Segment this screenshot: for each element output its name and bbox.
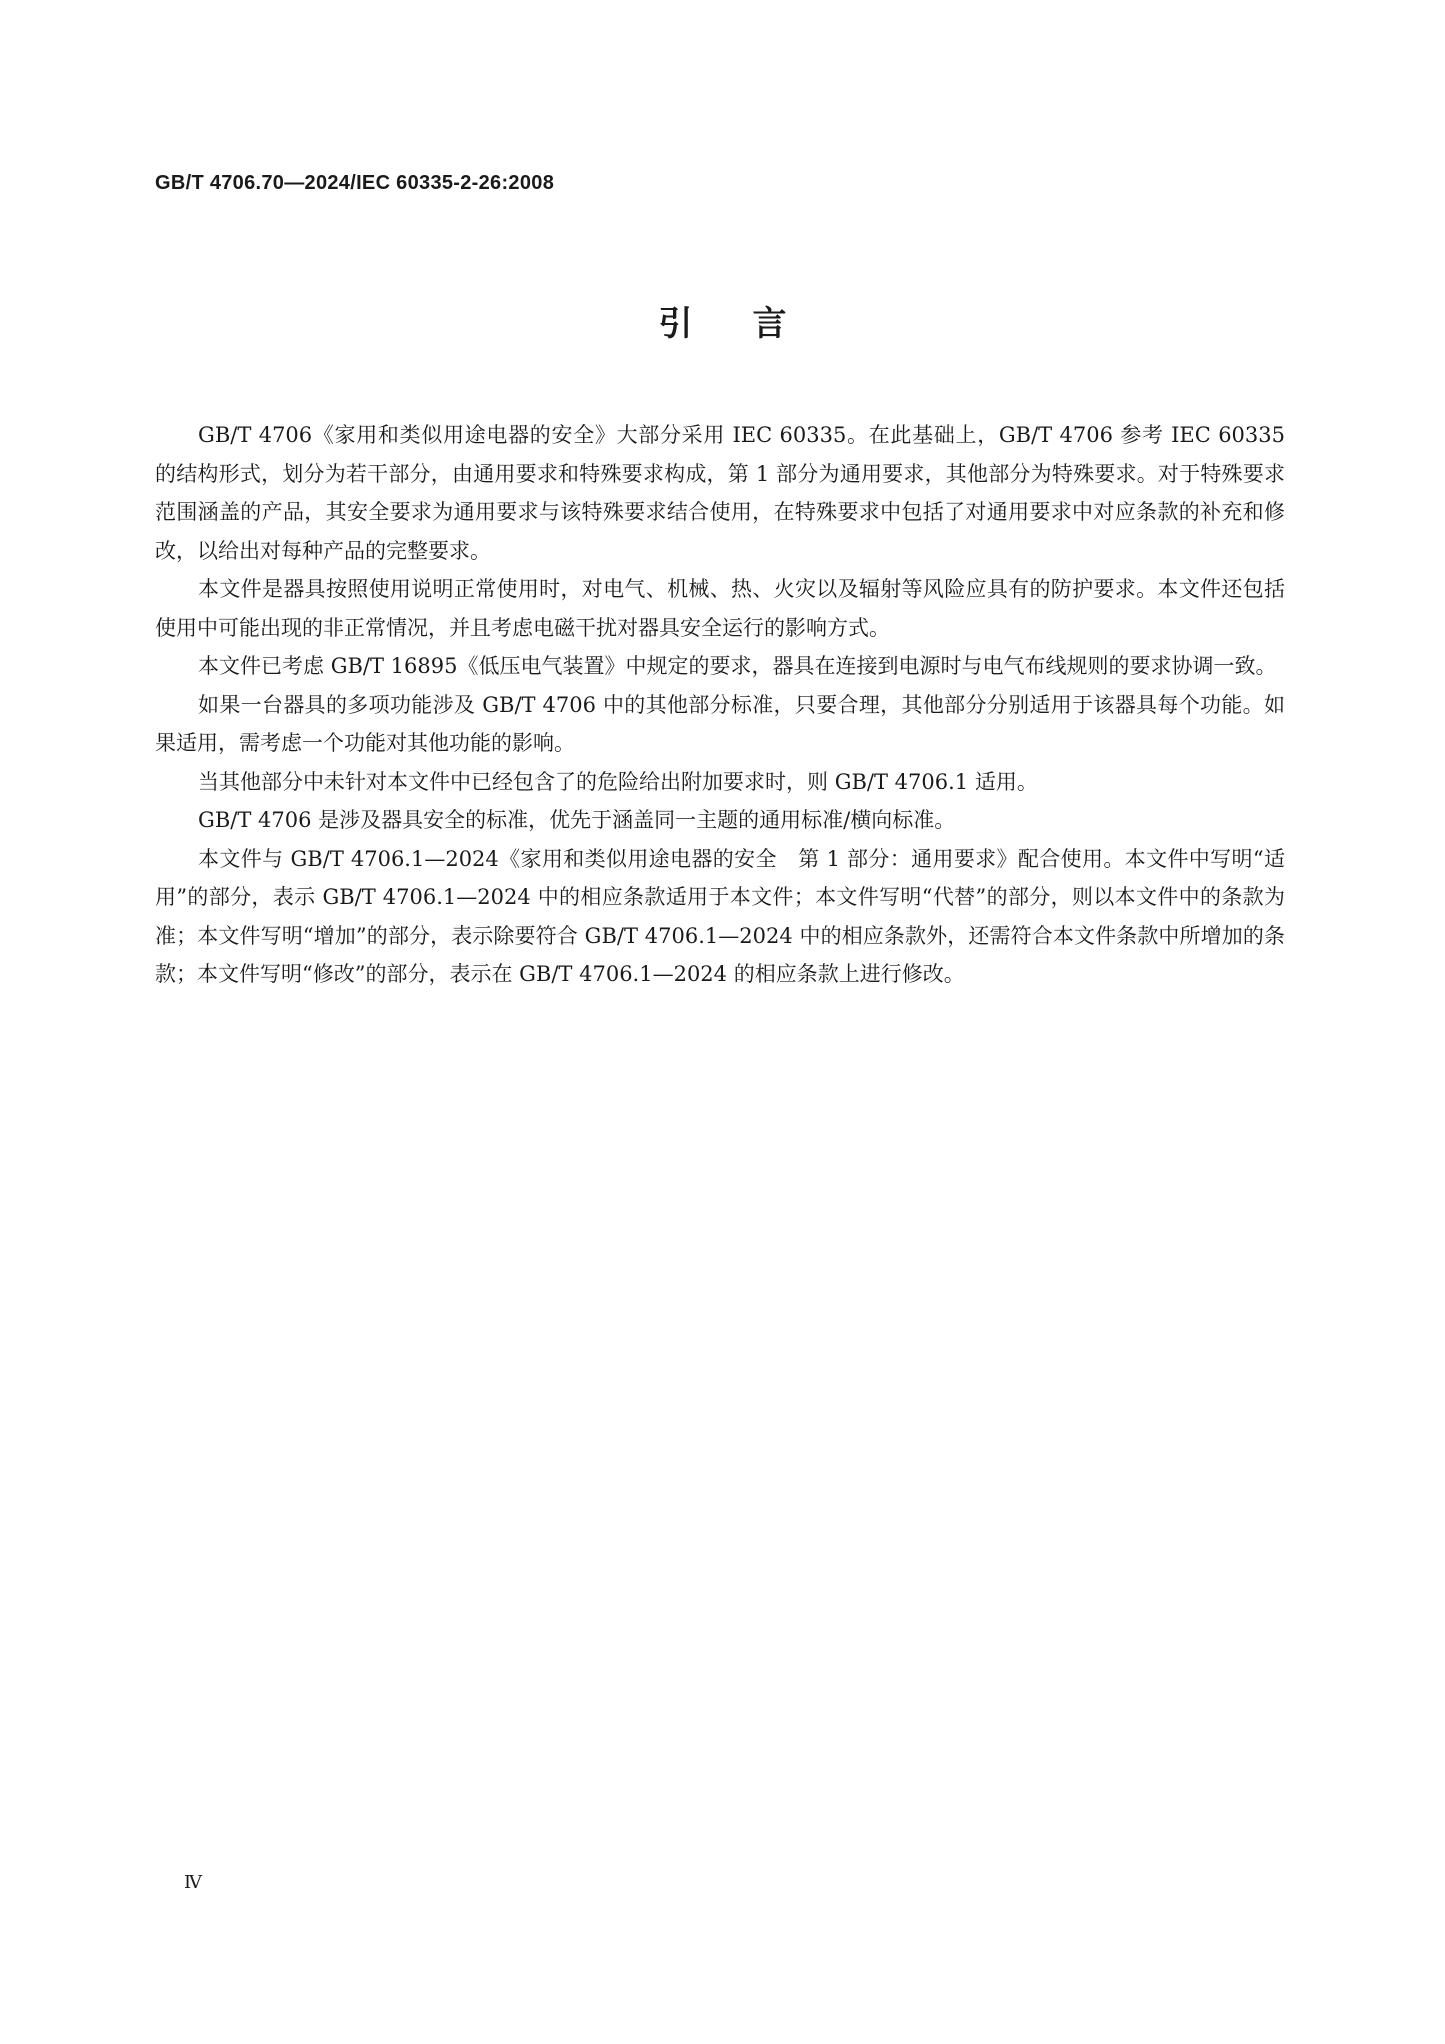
paragraph: 本文件与 GB/T 4706.1—2024《家用和类似用途电器的安全 第 1 部分：通用要求》配合使用。本文件中写明“适用”的部分，表示 GB/T 4706.1—2024 中的相应条款适用于本文件；本文件写明“代替”的部分，则以本文件中的条款为准；本文件写明“增加”的部分，表示除要符合 GB/T 4706.1—2024 中的相应条款外，还需符合本文件条款中所增加的条款；本文件写明“修改”的部分，表示在 GB/T 4706.1—2024 的相应条款上进行修改。 (155, 846, 1285, 986)
body-text (155, 416, 1285, 994)
document-id-header: GB/T 4706.70—2024/IEC 60335-2-26:2008 (155, 172, 555, 194)
section-title: 引言 (658, 304, 847, 344)
paragraph: 本文件已考虑 GB/T 16895《低压电气装置》中规定的要求，器具在连接到电源时与电气布线规则的要求协调一致。 (198, 654, 1277, 678)
paragraph: 如果一台器具的多项功能涉及 GB/T 4706 中的其他部分标准，只要合理，其他部分分别适用于该器具每个功能。如果适用，需考虑一个功能对其他功能的影响。 (155, 692, 1285, 755)
page-number: Ⅳ (184, 1872, 202, 1893)
paragraph: 当其他部分中未针对本文件中已经包含了的危险给出附加要求时，则 GB/T 4706.1 适用。 (198, 769, 1038, 794)
paragraph: GB/T 4706 是涉及器具安全的标准，优先于涵盖同一主题的通用标准/横向标准。 (198, 808, 956, 832)
paragraph: GB/T 4706《家用和类似用途电器的安全》大部分采用 IEC 60335。在此基础上，GB/T 4706 参考 IEC 60335 的结构形式，划分为若干部分，由通用要求和特殊要求构成，第 1 部分为通用要求，其他部分为特殊要求。对于特殊要求范围涵盖的产品，其安全要求为通用要求与该特殊要求结合使用，在特殊要求中包括了对通用要求中对应条款的补充和修改，以给出对每种产品的完整要求。 (155, 423, 1285, 563)
paragraph: 本文件是器具按照使用说明正常使用时，对电气、机械、热、火灾以及辐射等风险应具有的防护要求。本文件还包括使用中可能出现的非正常情况，并且考虑电磁干扰对器具安全运行的影响方式。 (155, 577, 1285, 640)
